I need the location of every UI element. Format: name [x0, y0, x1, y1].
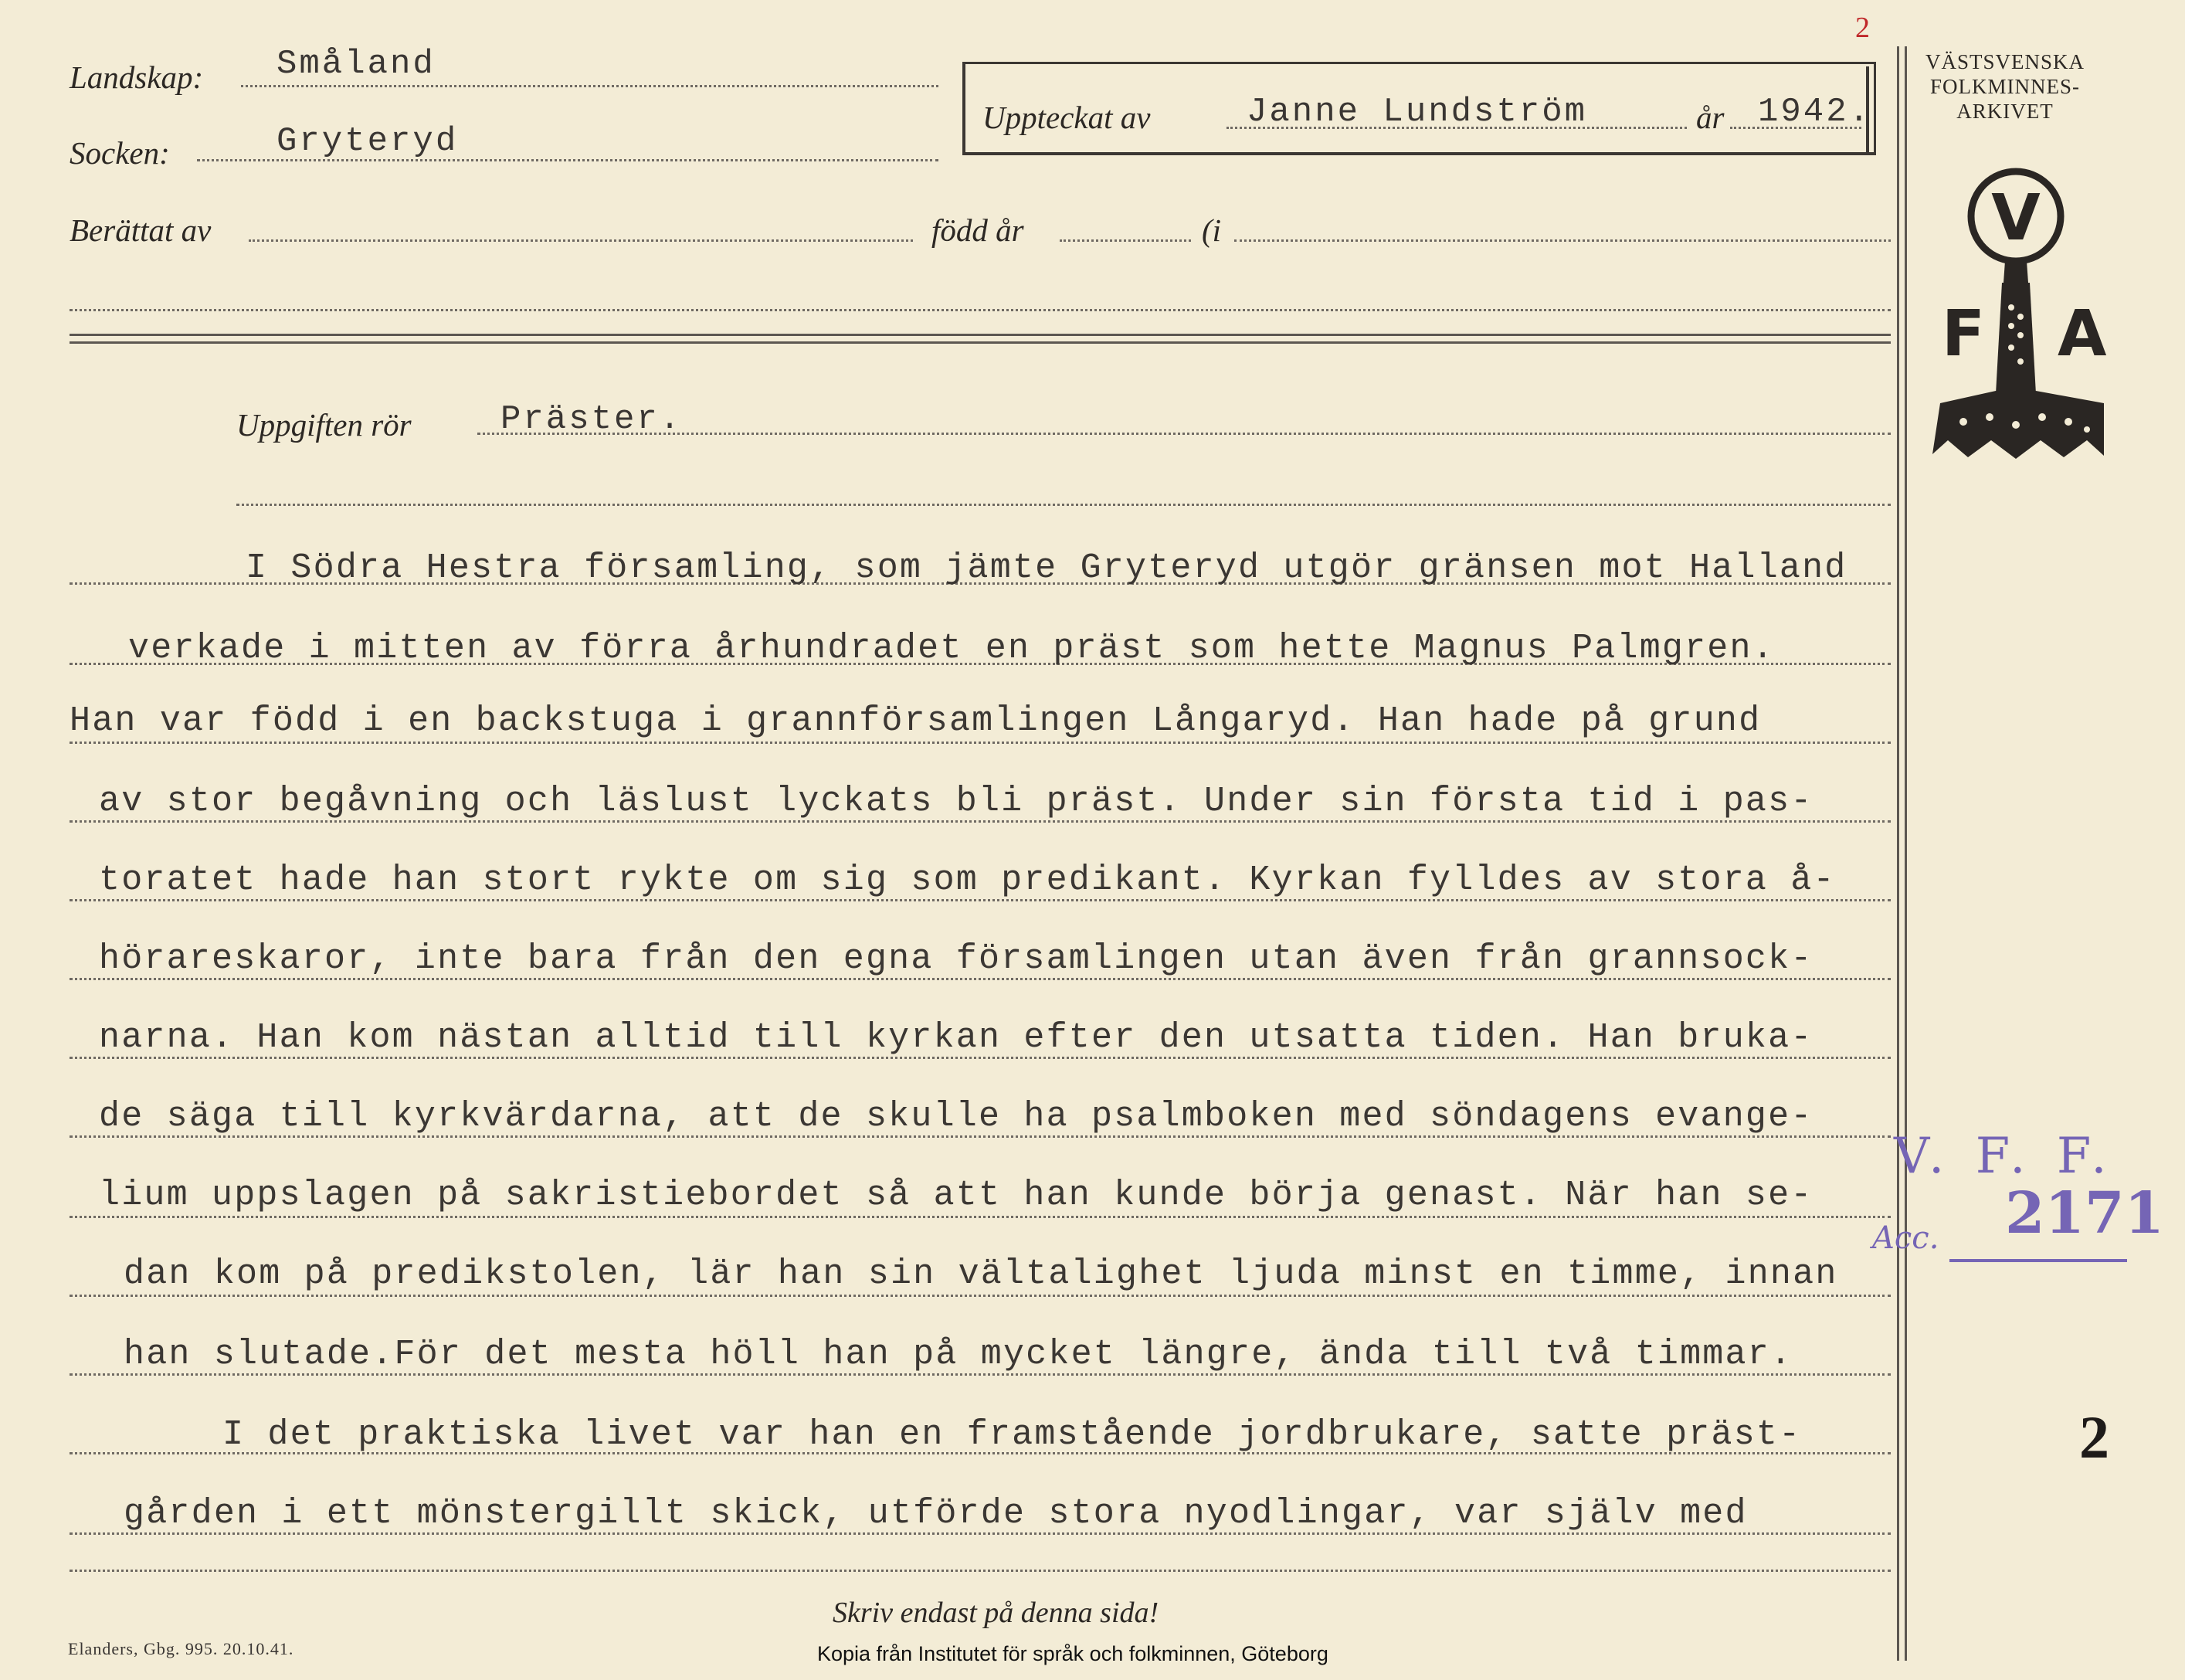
body-line-13: gården i ett mönstergillt skick, utförde stora nyodlingar, var själv med — [124, 1494, 1748, 1533]
rule-9 — [70, 1216, 1891, 1218]
ar-label: år — [1696, 100, 1725, 135]
body-line-9: lium uppslagen på sakristiebordet så att han kunde börja genast. När han se- — [99, 1176, 1813, 1215]
copy-note: Kopia från Institutet för språk och folkminnen, Göteborg — [817, 1642, 1328, 1665]
i-label: (i — [1202, 212, 1222, 248]
archive-name — [1912, 49, 2098, 124]
rule-14 — [70, 1570, 1891, 1572]
rule-10 — [70, 1295, 1891, 1297]
archive-logo — [1925, 162, 2118, 471]
logo-letter-v: V — [1991, 182, 2041, 255]
body-line-11: han slutade.För det mesta höll han på mycket längre, ända till två timmar. — [124, 1335, 1793, 1374]
logo-letter-f: F — [1942, 297, 1986, 371]
subject-line — [477, 433, 1891, 435]
body-line-3: Han var född i en backstuga i grannförsamlingen Långaryd. Han hade på grund — [70, 701, 1762, 741]
body-line-12: I det praktiska livet var han en framstående jordbrukare, satte präst- — [222, 1415, 1802, 1454]
socken-label: Socken: — [70, 135, 170, 171]
thor-hammer-icon — [1925, 162, 2118, 471]
subject-line-2 — [236, 504, 1891, 506]
stamp-number: 2171 — [2005, 1180, 2164, 1247]
fodd-label: född år — [931, 212, 1024, 248]
printer-imprint: Elanders, Gbg. 995. 20.10.41. — [68, 1639, 294, 1658]
landskap-value: Småland — [277, 45, 436, 83]
body-line-7: narna. Han kom nästan alltid till kyrkan efter den utsatta tiden. Han bruka- — [99, 1018, 1813, 1057]
header-rule-bottom — [70, 341, 1891, 344]
header-rule-top — [70, 334, 1891, 336]
subject-value: Präster. — [500, 400, 683, 439]
stamp-underline — [1949, 1259, 2127, 1262]
body-line-2: verkade i mitten av förra århundradet en präst som hette Magnus Palmgren. — [128, 629, 1775, 668]
body-line-4: av stor begåvning och läslust lyckats bli präst. Under sin första tid i pas- — [99, 782, 1813, 821]
socken-value: Gryteryd — [277, 122, 459, 161]
subject-label: Uppgiften rör — [236, 407, 412, 443]
uppteck-label: Uppteckat av — [982, 100, 1151, 135]
stamp-acc: Acc. — [1872, 1220, 1939, 1256]
body-line-5: toratet hade han stort rykte om sig som predikant. Kyrkan fylldes av stora å- — [99, 860, 1836, 900]
stamp-vff: V. F. F. — [1894, 1128, 2115, 1185]
i-line — [1234, 239, 1891, 242]
red-corner-number: 2 — [1855, 12, 1870, 44]
berattat-line — [249, 239, 913, 242]
blank-line — [70, 309, 1891, 311]
archive-line-2: FOLKMINNES- — [1929, 75, 2080, 98]
fodd-line — [1060, 239, 1191, 242]
archive-line-3: ARKIVET — [1956, 100, 2054, 123]
body-line-6: hörareskaror, inte bara från den egna församlingen utan även från grannsock- — [99, 939, 1813, 979]
body-line-1: I Södra Hestra församling, som jämte Gryteryd utgör gränsen mot Halland — [246, 548, 1847, 588]
margin-rule-inner — [1905, 46, 1907, 1661]
ar-value: 1942. — [1758, 93, 1872, 131]
logo-letter-a: A — [2058, 297, 2107, 371]
archive-line-1: VÄSTSVENSKA — [1925, 50, 2085, 73]
margin-rule-outer — [1897, 46, 1899, 1661]
page-number: 2 — [2079, 1403, 2109, 1471]
uppteck-value: Janne Lundström — [1247, 93, 1588, 131]
berattat-label: Berättat av — [70, 212, 212, 248]
landskap-line — [241, 85, 938, 87]
body-line-10: dan kom på predikstolen, lär han sin vältalighet ljuda minst en timme, innan — [124, 1254, 1838, 1294]
body-line-8: de säga till kyrkvärdarna, att de skulle ha psalmboken med söndagens evange- — [99, 1097, 1813, 1136]
rule-3 — [70, 742, 1891, 744]
landskap-label: Landskap: — [70, 59, 204, 95]
footer-instruction: Skriv endast på denna sida! — [833, 1597, 1159, 1629]
